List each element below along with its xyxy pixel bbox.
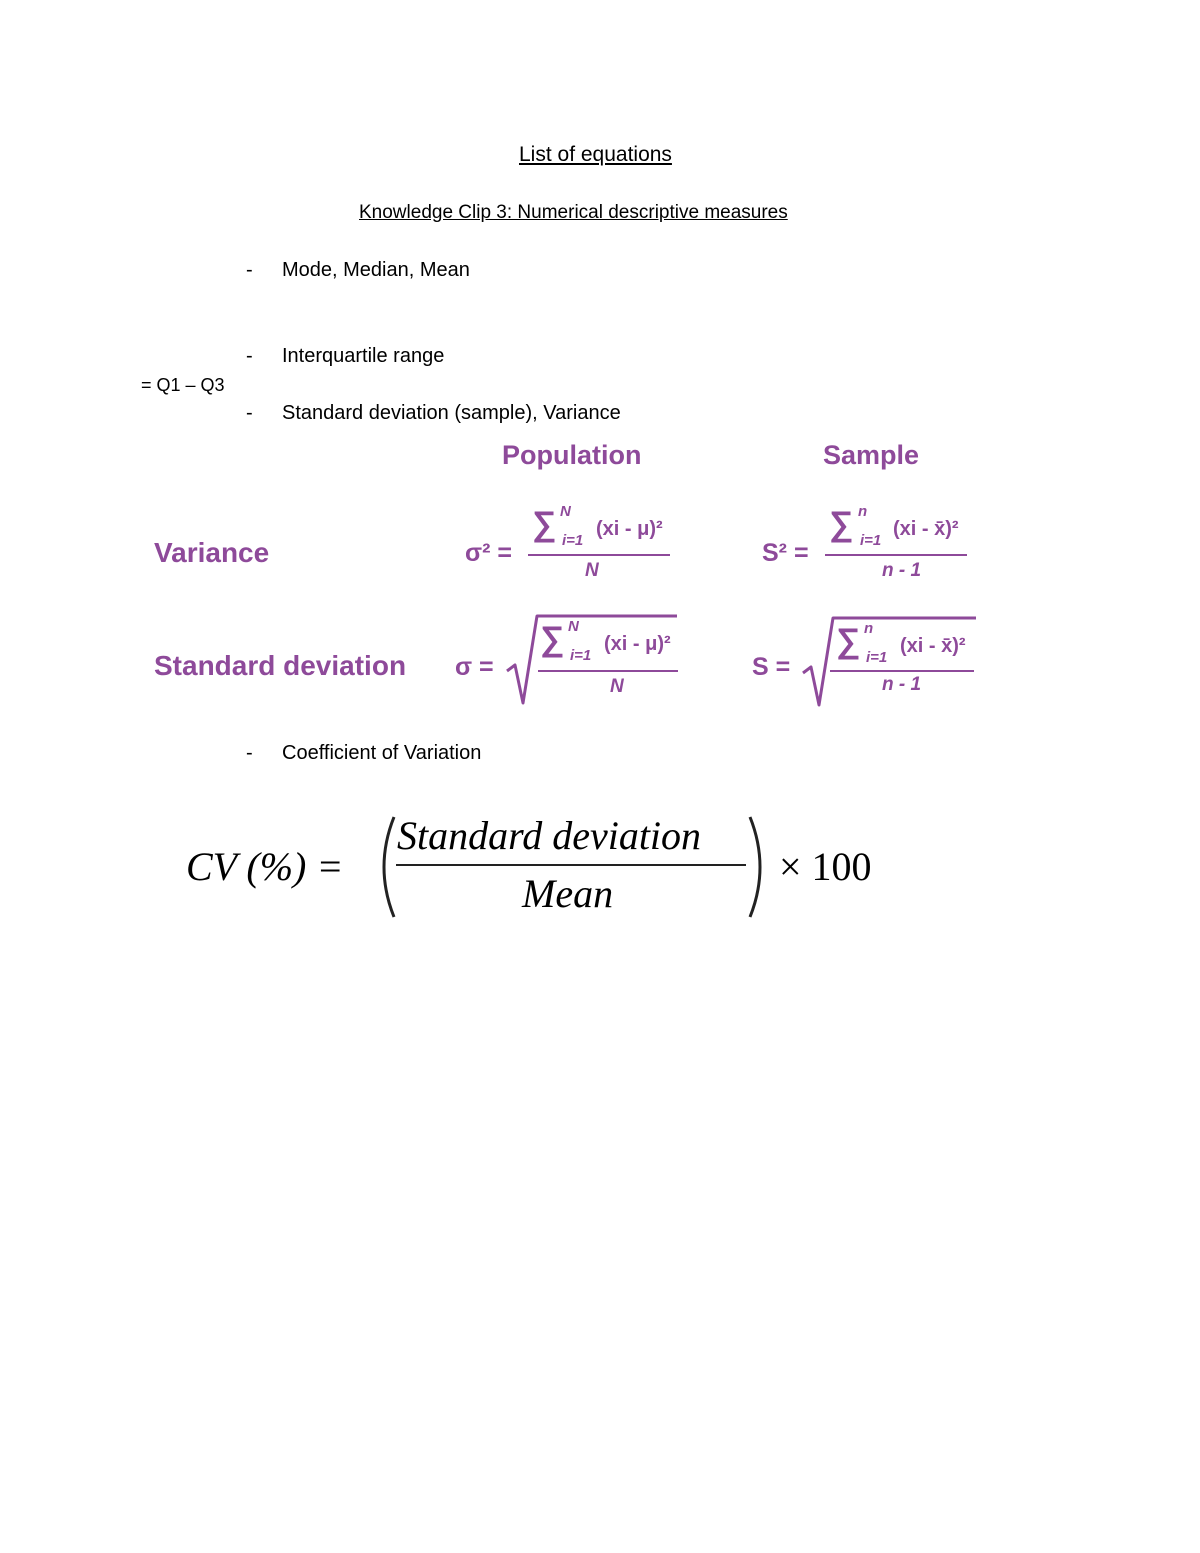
column-header-population: Population (502, 440, 642, 470)
bullet-dash: - (246, 259, 253, 281)
fraction-bar (830, 670, 974, 672)
fraction-bar (396, 864, 746, 866)
sample-variance-lhs: S² = (762, 539, 809, 567)
sum-lower-limit: i=1 (570, 647, 592, 664)
sigma-icon: ∑ (829, 505, 854, 543)
sample-variance-denominator: n - 1 (882, 560, 922, 581)
cv-multiplier: × 100 (779, 844, 872, 889)
sample-sd-numerator: (xi - x̄)² (900, 635, 966, 657)
bullet-dash: - (246, 742, 253, 764)
population-variance-denominator: N (585, 560, 599, 581)
row-label-variance: Variance (154, 537, 270, 568)
sum-upper-limit: N (560, 503, 571, 520)
bullet-mode-median-mean: Mode, Median, Mean (282, 259, 470, 281)
sample-sd-denominator: n - 1 (882, 674, 922, 695)
sum-lower-limit: i=1 (866, 649, 888, 666)
bullet-coefficient-of-variation: Coefficient of Variation (282, 742, 482, 764)
bullet-interquartile-range: Interquartile range (282, 345, 445, 367)
population-sd-numerator: (xi - μ)² (604, 633, 671, 655)
page-title: List of equations (519, 143, 672, 166)
cv-formula-lhs: CV (%) = (186, 844, 344, 889)
sum-lower-limit: i=1 (562, 532, 584, 549)
population-variance-lhs: σ² = (465, 539, 512, 567)
fraction-bar (825, 554, 967, 556)
cv-denominator: Mean (522, 871, 614, 916)
cv-numerator: Standard deviation (397, 813, 702, 858)
population-sd-lhs: σ = (455, 653, 494, 681)
fraction-bar (528, 554, 670, 556)
fraction-bar (538, 670, 678, 672)
bullet-dash: - (246, 345, 253, 367)
sum-upper-limit: n (864, 620, 874, 637)
section-subtitle: Knowledge Clip 3: Numerical descriptive measures (359, 202, 788, 223)
sum-upper-limit: n (858, 503, 868, 520)
bullet-standard-deviation-variance: Standard deviation (sample), Variance (282, 402, 621, 424)
sample-sd-lhs: S = (752, 653, 791, 681)
bullet-dash: - (246, 402, 253, 424)
square-root-icon (505, 613, 680, 708)
sigma-icon: ∑ (540, 620, 565, 658)
sigma-icon: ∑ (532, 505, 557, 543)
sigma-icon: ∑ (836, 622, 861, 660)
row-label-standard-deviation: Standard deviation (154, 650, 407, 681)
sum-lower-limit: i=1 (860, 532, 882, 549)
population-sd-denominator: N (610, 676, 624, 697)
population-variance-numerator: (xi - μ)² (596, 518, 663, 540)
iqr-formula-note: = Q1 – Q3 (141, 375, 225, 395)
right-parenthesis-icon (746, 814, 772, 920)
column-header-sample: Sample (823, 440, 920, 470)
sample-variance-numerator: (xi - x̄)² (893, 518, 959, 540)
sum-upper-limit: N (568, 618, 579, 635)
left-parenthesis-icon (372, 814, 398, 920)
